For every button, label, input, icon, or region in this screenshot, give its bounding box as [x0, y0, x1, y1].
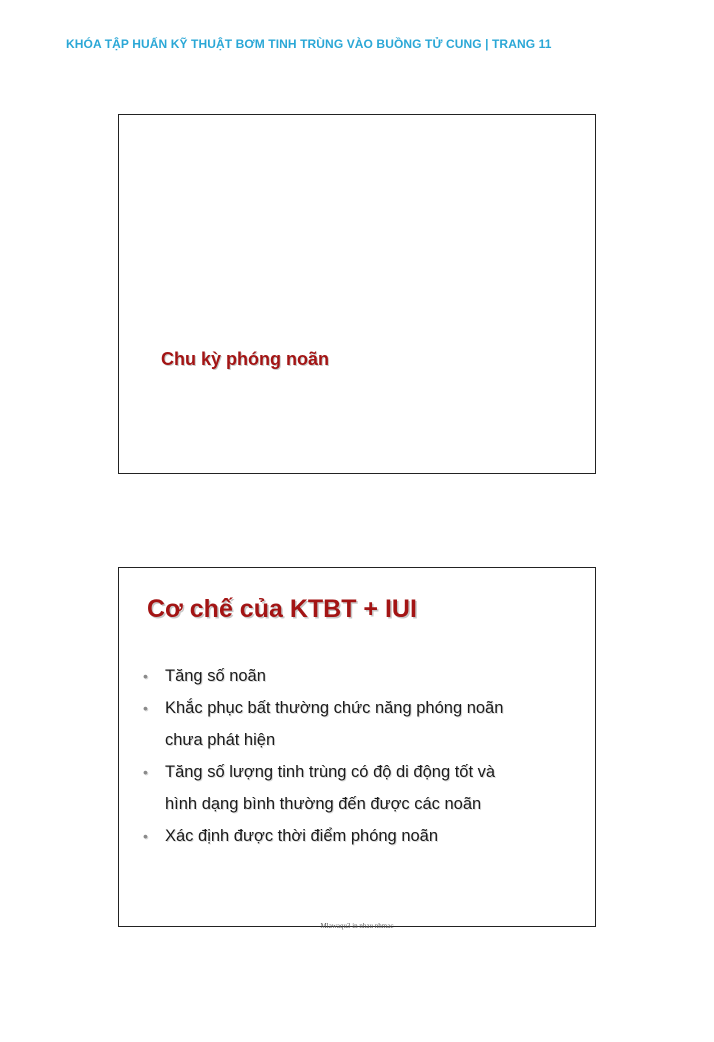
slide-title: Cơ chế của KTBT + IUI: [147, 595, 417, 623]
bullet-text: Tăng số lượng tinh trùng có độ di động tốt và: [165, 763, 496, 781]
page-header: KHÓA TẬP HUẤN KỸ THUẬT BƠM TINH TRÙNG VÀO BUỒNG TỬ CUNG | TRANG 11: [66, 37, 552, 51]
bullet-item: [143, 820, 573, 852]
bullet-text: Tăng số noãn: [165, 667, 266, 685]
bullet-icon: •: [143, 700, 148, 716]
bullet-text: Khắc phục bất thường chức năng phóng noãn: [165, 699, 504, 717]
bullet-item: [143, 660, 573, 692]
slide-footer: Mlawaqu3 in nhau nhmac: [320, 922, 394, 930]
bullet-text-continued: chưa phát hiện: [165, 731, 276, 749]
slide-chu-ky-phong-noan: [118, 114, 596, 474]
bullet-icon: •: [143, 764, 148, 780]
bullet-item: [143, 756, 573, 820]
bullet-text: Xác định được thời điểm phóng noãn: [165, 827, 439, 845]
bullet-list: [143, 660, 573, 852]
bullet-text-continued: hình dạng bình thường đến được các noãn: [165, 795, 482, 813]
bullet-icon: •: [143, 668, 148, 684]
slide-title: Chu kỳ phóng noãn: [161, 349, 329, 369]
bullet-item: [143, 692, 573, 756]
bullet-icon: •: [143, 828, 148, 844]
slide-co-che: [118, 567, 596, 930]
